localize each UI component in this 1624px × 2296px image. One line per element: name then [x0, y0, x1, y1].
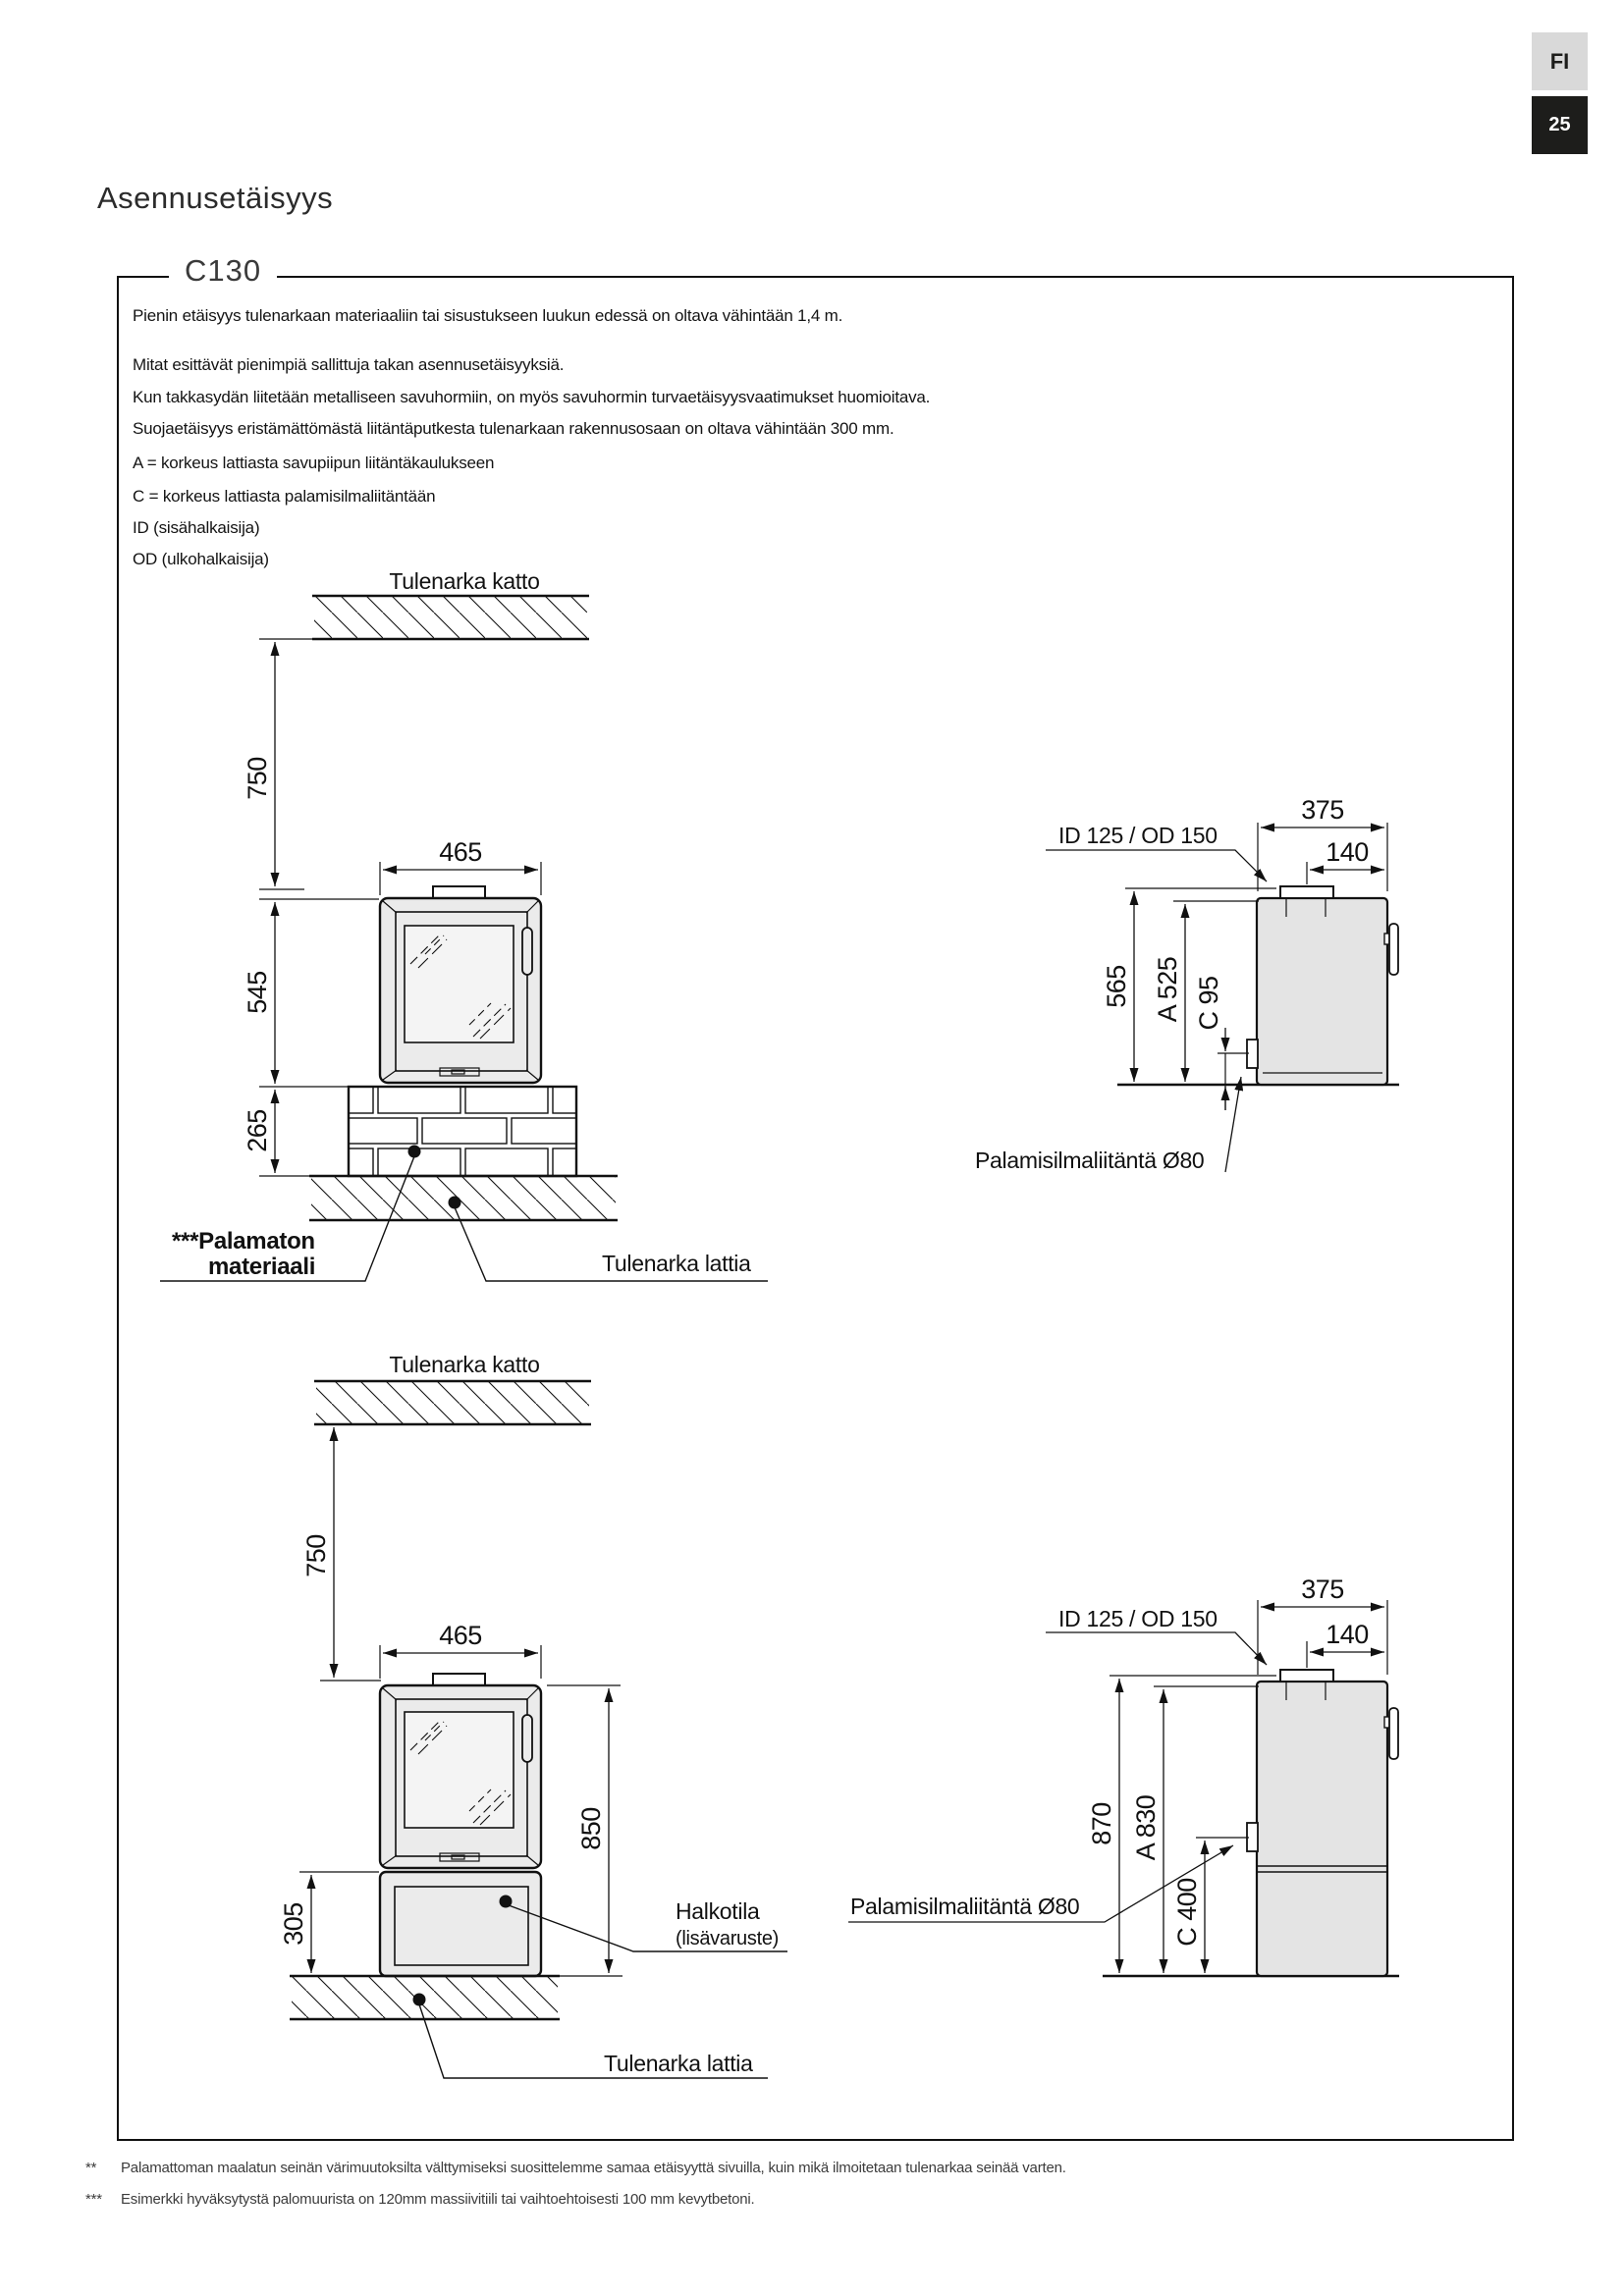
- model-label: C130: [169, 253, 277, 289]
- fig2-dim-850: 850: [576, 1807, 606, 1850]
- fig1-dim-565: 565: [1102, 965, 1131, 1008]
- fig2-wood-store-callout: [509, 1898, 787, 1951]
- footnote-1-text: Palamattoman maalatun seinän värimuutoksilta välttymiseksi suosittelemme samaa etäisyyttä sivuilla, kuin mikä ilmoitetaan tulenarkaa seinää varten.: [121, 2160, 1066, 2176]
- fig1-flue-size-label: ID 125 / OD 150: [1058, 823, 1218, 848]
- fig1-brick-callout-dot: [408, 1146, 421, 1158]
- fig2-flue-size-label: ID 125 / OD 150: [1058, 1606, 1218, 1631]
- fig2-side-body: [1257, 1682, 1387, 1976]
- fig1-dim-c95: C 95: [1194, 976, 1223, 1031]
- fig1-side-flue-collar: [1280, 886, 1333, 898]
- fig2-side-flue-collar: [1280, 1670, 1333, 1682]
- fig1-dim-stove-height: [243, 899, 379, 1084]
- fig2-air-inlet-label: Palamisilmaliitäntä Ø80: [850, 1894, 1080, 1919]
- footnote-2-marker: ***: [85, 2191, 102, 2208]
- fig1-noncombustible-label-1: ***Palamaton: [172, 1228, 315, 1255]
- fig1-air-inlet-label: Palamisilmaliitäntä Ø80: [975, 1148, 1205, 1173]
- fig1-side-body: [1257, 898, 1387, 1085]
- fig1-floor-hatch: [311, 1176, 616, 1220]
- fig2-dim-870: 870: [1087, 1802, 1116, 1845]
- fig1-side-handle: [1389, 924, 1398, 975]
- fig1-dim-c: [1194, 976, 1249, 1110]
- fig2-dim-stove-width: [380, 1621, 541, 1679]
- fig2-stove-front-view: [380, 1674, 541, 1868]
- fig2-dim-base-height: [279, 1872, 379, 1973]
- fig1-dim-265: 265: [243, 1109, 272, 1152]
- fig1-dim-545: 545: [243, 971, 272, 1014]
- language-badge: FI: [1532, 32, 1588, 90]
- fig2-dim-465: 465: [439, 1621, 482, 1650]
- fig2-wood-store-label-2: (lisävaruste): [676, 1928, 780, 1949]
- fig2-ceiling-label: Tulenarka katto: [389, 1352, 540, 1377]
- fig1-air-inlet-callout: [975, 1077, 1241, 1173]
- page-title: Asennusetäisyys: [97, 181, 334, 215]
- fig1-floor-callout-dot: [449, 1197, 461, 1209]
- fig1-dim-140: 140: [1326, 837, 1369, 867]
- fig2-side-handle: [1389, 1708, 1398, 1759]
- fig2-floor-callout-dot: [413, 1994, 426, 2006]
- fig1-brick-pedestal: [349, 1087, 576, 1176]
- fig2-door-glass: [405, 1712, 514, 1828]
- fig2-dim-flue-offset: [1307, 1620, 1384, 1668]
- fig2-dim-375: 375: [1301, 1575, 1344, 1604]
- fig2-dim-a830: A 830: [1131, 1794, 1161, 1861]
- fig1-ceiling-label: Tulenarka katto: [389, 568, 540, 594]
- fig1-floor: [309, 1176, 618, 1220]
- intro-paragraph: Pienin etäisyys tulenarkaan materiaaliin tai sisustukseen luukun edessä on oltava vähintään 1,4 m.: [133, 306, 843, 325]
- fig1-dim-pedestal-height: [243, 1087, 348, 1176]
- fig1-door-glass: [405, 926, 514, 1042]
- fig2-dim-140: 140: [1326, 1620, 1369, 1649]
- legend-od: OD (ulkohalkaisija): [133, 550, 269, 568]
- fig2-door-handle: [522, 1715, 532, 1762]
- fig1-floor-label: Tulenarka lattia: [602, 1251, 751, 1276]
- footnote-1: [85, 2160, 1066, 2176]
- fig1-dim-ceiling-clearance: [243, 642, 304, 889]
- fig1-ceiling: [259, 568, 589, 639]
- fig1-flue-size-callout: [1046, 823, 1267, 881]
- paragraph-chimney: Kun takkasydän liitetään metalliseen savuhormiin, on myös savuhormin turvaetäisyysvaatimukset huomioitava.: [133, 388, 931, 406]
- fig2-ceiling-hatch: [316, 1381, 589, 1424]
- fig1-dim-465: 465: [439, 837, 482, 867]
- paragraph-protection: Suojaetäisyys eristämättömästä liitäntäputkesta tulenarkaan rakennusosaan on oltava vähintään 300 mm.: [133, 419, 894, 438]
- fig1-dim-a525: A 525: [1153, 956, 1182, 1023]
- fig2-ceiling: [314, 1352, 591, 1424]
- figure-2-diagram: [147, 1345, 1414, 2091]
- fig2-floor-label: Tulenarka lattia: [604, 2051, 753, 2076]
- fig2-dim-c400: C 400: [1172, 1878, 1202, 1947]
- legend-c: C = korkeus lattiasta palamisilmaliitäntään: [133, 487, 436, 506]
- fig1-stove-front-view: [380, 886, 541, 1083]
- fig2-dim-ceiling-clearance: [301, 1427, 381, 1681]
- figure-1-diagram: [147, 560, 1414, 1296]
- fig1-dim-750: 750: [243, 757, 272, 800]
- fig1-dim-375: 375: [1301, 795, 1344, 825]
- fig2-flue-size-callout: [1046, 1606, 1267, 1665]
- fig2-dim-total-height-front: [547, 1685, 623, 1976]
- fig2-dim-305: 305: [279, 1902, 308, 1946]
- fig2-base-body: [380, 1872, 541, 1976]
- footnote-1-marker: **: [85, 2160, 97, 2176]
- fig2-wood-store-base: [380, 1872, 541, 1976]
- footnote-2: [85, 2191, 754, 2208]
- legend-a: A = korkeus lattiasta savupiipun liitäntäkaulukseen: [133, 454, 495, 472]
- fig2-wood-store-label-1: Halkotila: [676, 1898, 760, 1924]
- fig1-noncombustible-label-2: materiaali: [208, 1254, 316, 1280]
- paragraph-dimensions: Mitat esittävät pienimpiä sallittuja takan asennusetäisyyksiä.: [133, 355, 565, 374]
- footnote-2-text: Esimerkki hyväksytystä palomuurista on 120mm massiivitiili tai vaihtoehtoisesti 100 mm kevytbetoni.: [121, 2191, 755, 2208]
- legend-id: ID (sisähalkaisija): [133, 518, 260, 537]
- fig2-dim-c: [1172, 1838, 1249, 1973]
- page-number-badge: 25: [1532, 96, 1588, 154]
- fig1-ceiling-hatch: [314, 596, 587, 639]
- fig1-dim-flue-offset: [1307, 837, 1384, 884]
- fig2-dim-750: 750: [301, 1534, 331, 1577]
- fig1-door-handle: [522, 928, 532, 975]
